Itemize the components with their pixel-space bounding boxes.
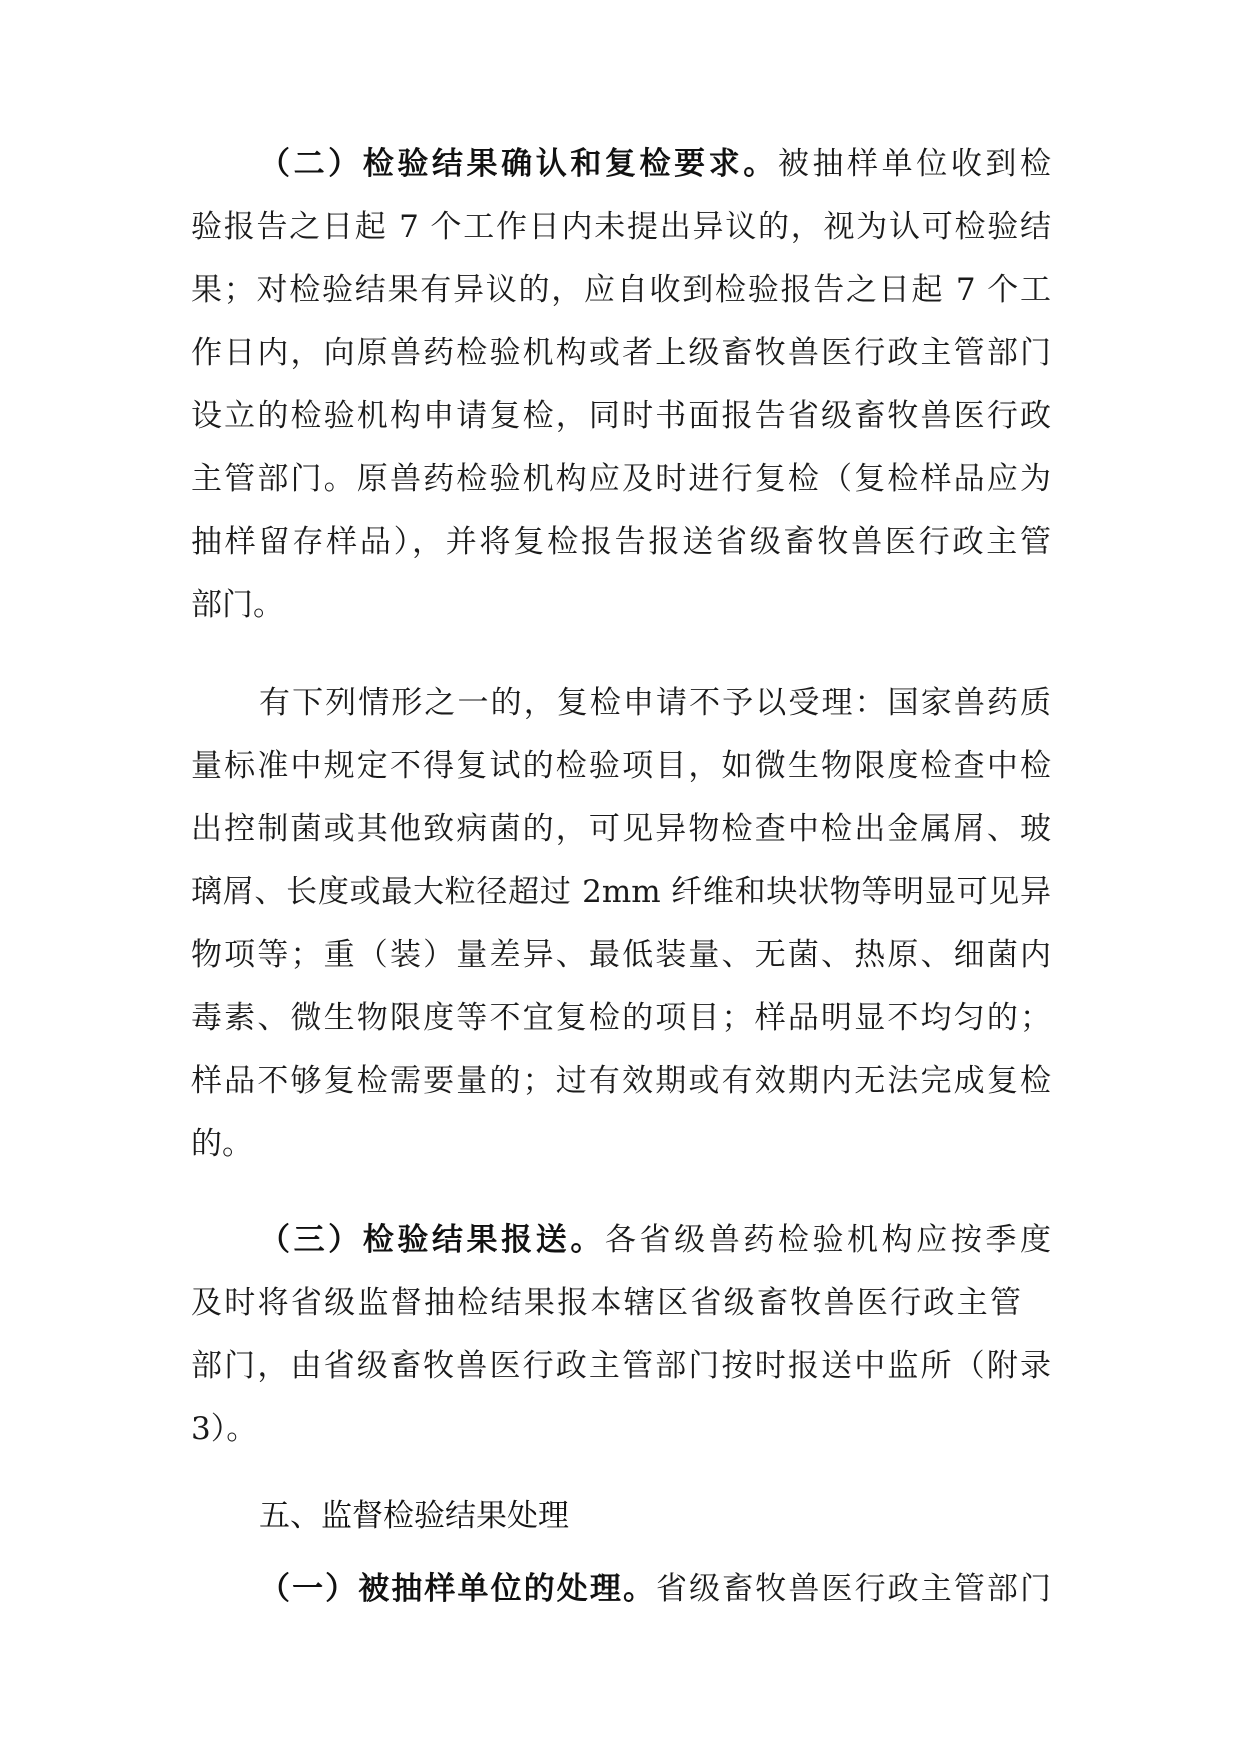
no-recheck-line: 毒素、微生物限度等不宜复检的项目；样品明显不均匀的；: [191, 1000, 1051, 1036]
no-recheck-line: 出控制菌或其他致病菌的，可见异物检查中检出金属屑、玻: [191, 811, 1051, 847]
no-recheck-line: 量标准中规定不得复试的检验项目，如微生物限度检查中检: [191, 748, 1051, 784]
section-5-1-first-line: [259, 1557, 1051, 1621]
section-2-text: 被抽样单位收到检: [777, 146, 1052, 182]
section-2-line: 主管部门。原兽药检验机构应及时进行复检（复检样品应为: [191, 461, 1051, 497]
no-recheck-line: 物项等；重（装）量差异、最低装量、无菌、热原、细菌内: [191, 937, 1051, 973]
section-2-line: 果；对检验结果有异议的，应自收到检验报告之日起 7 个工: [191, 272, 1051, 308]
no-recheck-line: 有下列情形之一的，复检申请不予以受理：国家兽药质: [259, 685, 1051, 721]
section-3-line: 及时将省级监督抽检结果报本辖区省级畜牧兽医行政主管: [191, 1285, 1021, 1321]
section-3-text: 各省级兽药检验机构应按季度: [604, 1222, 1052, 1258]
section-3-line: 部门，由省级畜牧兽医行政主管部门按时报送中监所（附录: [191, 1348, 1051, 1384]
section-5-1-heading: （一）被抽样单位的处理。: [259, 1571, 657, 1607]
no-recheck-line: 样品不够复检需要量的；过有效期或有效期内无法完成复检: [191, 1063, 1051, 1099]
section-3-first-line: [259, 1208, 1051, 1272]
section-3-line: 3）。: [191, 1411, 258, 1447]
section-2-heading: （二）检验结果确认和复检要求。: [259, 146, 778, 182]
chapter-5-heading: 五、监督检验结果处理: [259, 1498, 569, 1534]
no-recheck-line: 璃屑、长度或最大粒径超过 2mm 纤维和块状物等明显可见异: [191, 874, 1051, 910]
section-2-line: 验报告之日起 7 个工作日内未提出异议的，视为认可检验结: [191, 209, 1051, 245]
section-2-line: 部门。: [191, 587, 284, 623]
section-2-line: 设立的检验机构申请复检，同时书面报告省级畜牧兽医行政: [191, 398, 1051, 434]
section-5-1-text: 省级畜牧兽医行政主管部门: [656, 1571, 1052, 1607]
section-2-first-line: [259, 132, 1051, 196]
section-2-line: 抽样留存样品），并将复检报告报送省级畜牧兽医行政主管: [191, 524, 1051, 560]
no-recheck-line: 的。: [191, 1126, 253, 1162]
section-2-line: 作日内，向原兽药检验机构或者上级畜牧兽医行政主管部门: [191, 335, 1051, 371]
section-3-heading: （三）检验结果报送。: [259, 1222, 605, 1258]
